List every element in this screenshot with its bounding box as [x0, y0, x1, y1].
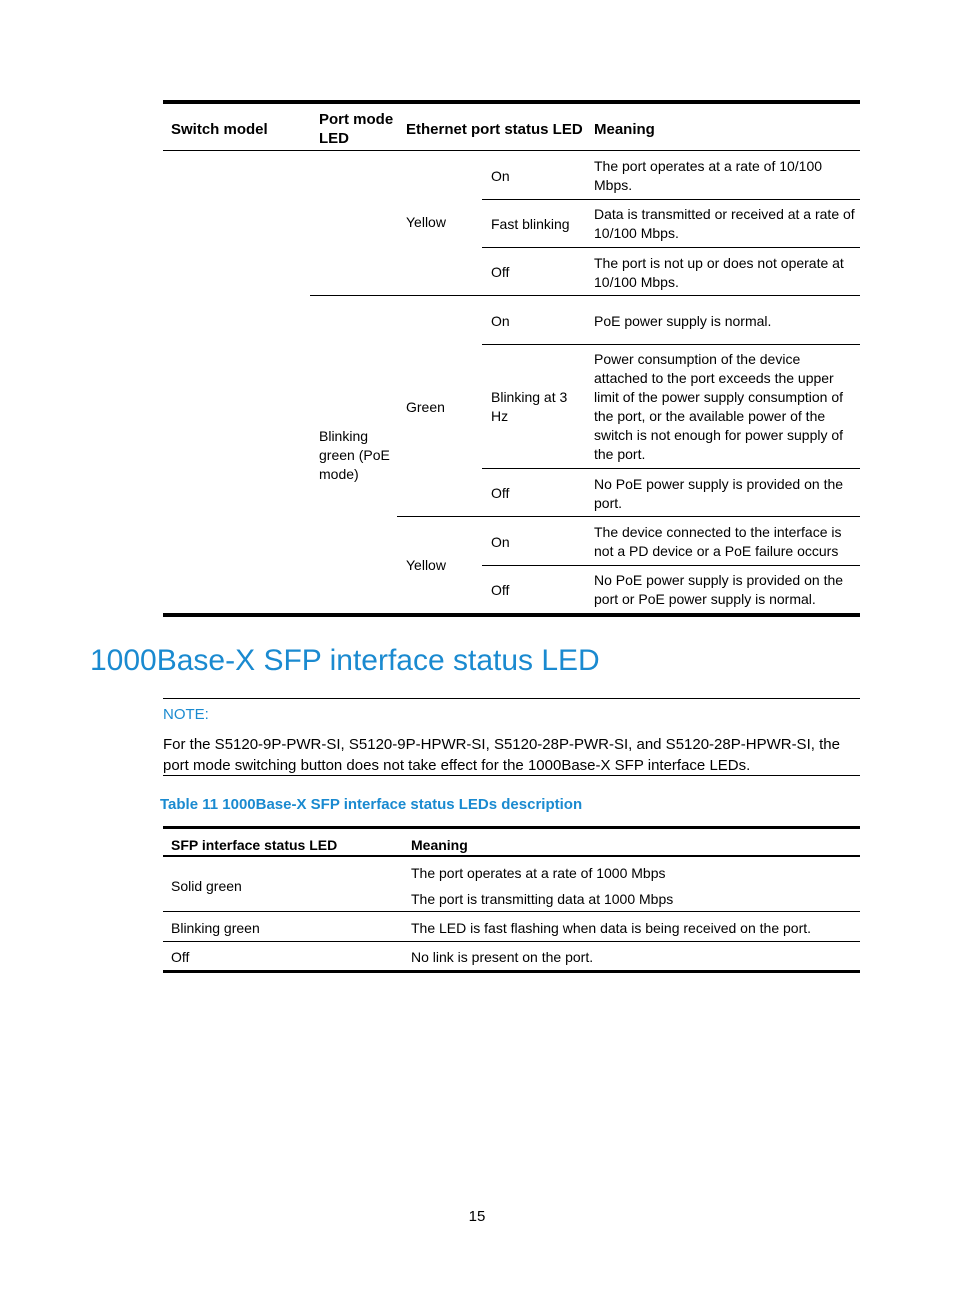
note-bottom-rule [163, 775, 860, 776]
status-on: On [491, 168, 510, 184]
led-off: Off [171, 949, 190, 965]
row-divider [397, 516, 860, 517]
meaning-cell: The port operates at a rate of 10/100 Mbps. [594, 158, 823, 193]
meaning-cell: The device connected to the interface is not a PD device or a PoE failure occurs [594, 524, 842, 559]
row-divider [482, 247, 860, 248]
meaning-cell: No PoE power supply is provided on the port. [594, 476, 844, 511]
meaning-cell: Data is transmitted or received at a rate of 10/100 Mbps. [594, 206, 855, 241]
status-blinking-3hz: Blinking at 3 Hz [491, 389, 568, 424]
meaning-cell: The LED is fast flashing when data is being received on the port. [411, 920, 812, 936]
note-top-rule [163, 698, 860, 699]
meaning-cell: Power consumption of the device attached to the port exceeds the upper limit of the power supply consumption of the port, or the available power of the switch is not enough for power supply of the port. [594, 351, 844, 462]
port-mode-poe: Blinking green (PoE mode) [319, 428, 390, 482]
header-sfp-led: SFP interface status LED [171, 837, 338, 853]
table-bottom-rule [163, 970, 860, 973]
note-label: NOTE: [163, 706, 209, 723]
table-caption: Table 11 1000Base-X SFP interface status LEDs description [160, 796, 583, 813]
status-on: On [491, 534, 510, 550]
row-divider [163, 911, 860, 912]
note-text: For the S5120-9P-PWR-SI, S5120-9P-HPWR-SI, S5120-28P-PWR-SI, and S5120-28P-HPWR-SI, the port mode switching button does not take effect for the 1000Base-X SFP interface LEDs. [163, 736, 840, 774]
table-bottom-rule [163, 613, 860, 617]
status-on: On [491, 313, 510, 329]
meaning-cell: No PoE power supply is provided on the port or PoE power supply is normal. [594, 572, 844, 607]
led-solid-green: Solid green [171, 878, 242, 894]
status-off: Off [491, 582, 510, 598]
header-rule [163, 855, 860, 857]
row-divider [482, 199, 860, 200]
row-divider [482, 565, 860, 566]
header-switch-model: Switch model [171, 121, 268, 138]
row-divider [482, 344, 860, 345]
status-fast-blinking: Fast blinking [491, 216, 570, 232]
section-title: 1000Base-X SFP interface status LED [90, 644, 600, 677]
table-top-rule [163, 826, 860, 829]
header-ethernet-port-status-led: Ethernet port status LED [406, 121, 583, 138]
row-divider [163, 941, 860, 942]
page-number: 15 [468, 1208, 486, 1225]
meaning-cell: The port is not up or does not operate at 10/100 Mbps. [594, 255, 844, 290]
meaning-cell: PoE power supply is normal. [594, 313, 772, 329]
table-top-rule [163, 100, 860, 104]
port-led-yellow-poe: Yellow [406, 557, 446, 573]
header-rule [163, 150, 860, 151]
meaning-cell: No link is present on the port. [411, 949, 594, 965]
meaning-cell: The port operates at a rate of 1000 Mbps [411, 865, 666, 881]
header-meaning: Meaning [594, 121, 655, 138]
header-port-mode-led: Port mode LED [319, 111, 394, 147]
led-blinking-green: Blinking green [171, 920, 260, 936]
port-led-yellow: Yellow [406, 214, 446, 230]
meaning-cell: The port is transmitting data at 1000 Mbps [411, 891, 674, 907]
row-divider [310, 295, 860, 296]
row-divider [482, 468, 860, 469]
port-led-green: Green [406, 399, 445, 415]
header-meaning: Meaning [411, 837, 468, 853]
status-off: Off [491, 264, 510, 280]
status-off: Off [491, 485, 510, 501]
